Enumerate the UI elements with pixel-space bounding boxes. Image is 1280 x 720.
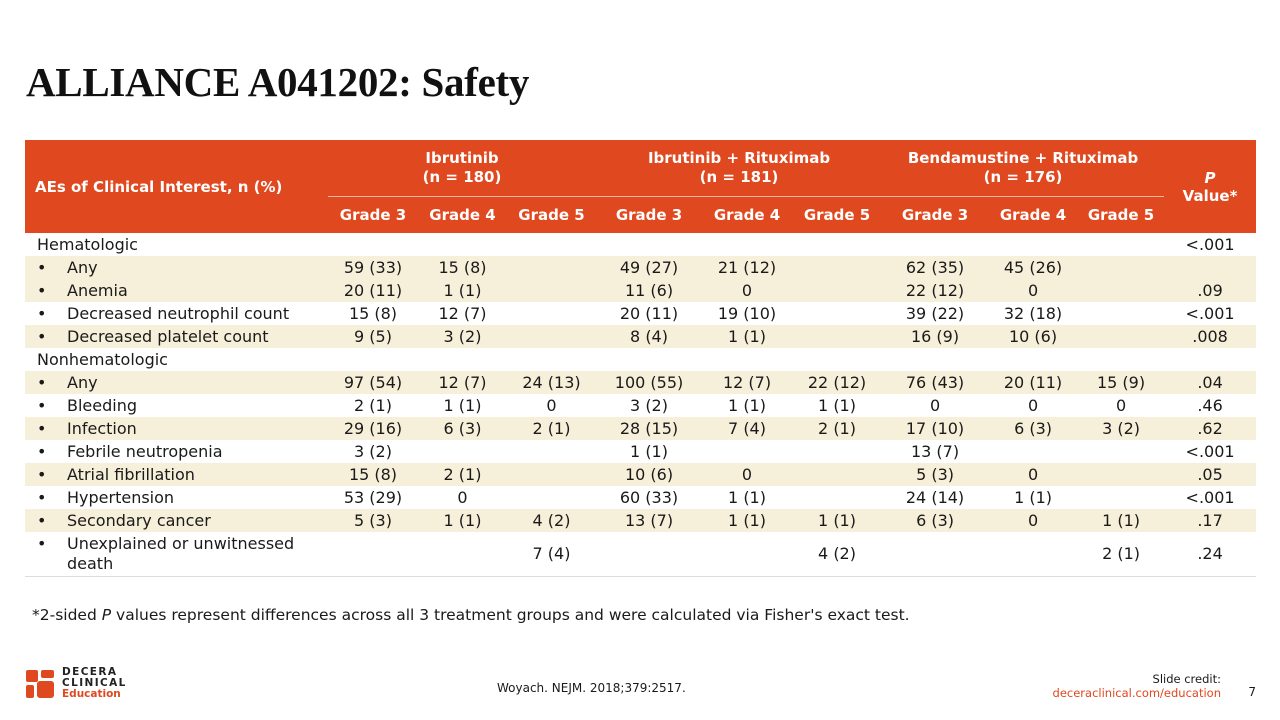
table-row: [25, 279, 1256, 302]
table-cell: 1 (1): [728, 487, 766, 507]
header-group-bendamustine-rituximab: Bendamustine + Rituximab (n = 176): [882, 140, 1164, 197]
bullet-icon: •: [37, 257, 47, 277]
table-cell: [702, 233, 792, 256]
table-cell: 10 (6): [596, 463, 702, 486]
header-first-col: AEs of Clinical Interest, n (%): [25, 140, 328, 233]
slide-credit-label: Slide credit:: [1152, 672, 1221, 686]
table-cell: 0: [1115, 395, 1127, 415]
table-row: [25, 348, 1256, 371]
table-cell: [418, 233, 507, 256]
header-grade: Grade 4: [702, 197, 792, 234]
pvalue-cell: [1164, 256, 1256, 279]
table-cell: 4 (2): [792, 532, 882, 577]
table-cell: 12 (7): [418, 371, 507, 394]
table-cell: 3 (2): [354, 441, 392, 461]
row-label: [25, 463, 328, 486]
table-cell: [507, 302, 596, 325]
table-cell: 6 (3): [882, 509, 988, 532]
table-cell: 4 (2): [507, 509, 596, 532]
table-cell: [418, 532, 507, 577]
table-cell: 7 (4): [507, 532, 596, 577]
table-cell: [1078, 302, 1164, 325]
table-cell: 15 (8): [348, 303, 398, 323]
table-cell: [507, 256, 596, 279]
table-cell: [988, 233, 1078, 256]
page-number: 7: [1248, 685, 1256, 699]
bullet-icon: •: [37, 510, 47, 530]
table-cell: [596, 233, 702, 256]
header-grade: Grade 3: [882, 197, 988, 234]
table-cell: 0: [546, 395, 557, 415]
table-cell: [596, 532, 702, 577]
table-cell: 28 (15): [596, 417, 702, 440]
footnote: *2-sided P values represent differences across all 3 treatment groups and were calculated via Fisher's exact test.: [32, 606, 910, 624]
table-cell: [328, 348, 418, 371]
row-label-text: Infection: [67, 418, 137, 438]
table-cell: 6 (3): [418, 417, 507, 440]
decera-logo-mark-icon: [26, 670, 54, 698]
table-cell: 12 (7): [438, 303, 487, 323]
table-cell: [507, 486, 596, 509]
table-cell: 20 (11): [619, 303, 679, 323]
table-cell: 0: [702, 279, 792, 302]
row-label-text: Unexplained or unwitnessed death: [67, 534, 295, 573]
table-cell: 62 (35): [882, 256, 988, 279]
slide-credit-link[interactable]: deceraclinical.com/education: [1052, 686, 1221, 700]
table-cell: 3 (2): [1078, 417, 1164, 440]
section-label: Hematologic: [37, 234, 138, 254]
table-cell: [507, 440, 596, 463]
table-cell: 7 (4): [702, 417, 792, 440]
header-grade: Grade 3: [596, 197, 702, 234]
table-cell: [792, 302, 882, 325]
table-row: [25, 233, 1256, 256]
table-cell: 20 (11): [988, 371, 1078, 394]
table-cell: 16 (9): [882, 325, 988, 348]
table-cell: 0: [702, 463, 792, 486]
table-row: [25, 417, 1256, 440]
bullet-icon: •: [37, 326, 47, 346]
table-cell: 10 (6): [988, 325, 1078, 348]
header-group-ibrutinib-rituximab: Ibrutinib + Rituximab (n = 181): [596, 140, 882, 197]
table-cell: 12 (7): [702, 371, 792, 394]
table-cell: 11 (6): [596, 279, 702, 302]
table-row: [25, 302, 1256, 325]
table-cell: 59 (33): [328, 256, 418, 279]
table-cell: [418, 348, 507, 371]
table-cell: 76 (43): [882, 371, 988, 394]
section-label: Nonhematologic: [37, 349, 168, 369]
table-cell: [988, 440, 1078, 463]
pvalue-cell: <.001: [1185, 487, 1235, 507]
table-cell: 1 (1): [818, 395, 856, 415]
row-label-text: Any: [67, 257, 98, 277]
pvalue-cell: .04: [1164, 371, 1256, 394]
table-cell: 53 (29): [343, 487, 403, 507]
row-label: [25, 256, 328, 279]
table-cell: [882, 532, 988, 577]
header-pvalue: P Value*: [1164, 140, 1256, 233]
table-cell: [507, 348, 596, 371]
table-cell: 15 (9): [1078, 371, 1164, 394]
table-cell: 2 (1): [792, 417, 882, 440]
table-cell: 1 (1): [1078, 509, 1164, 532]
table-cell: [596, 348, 702, 371]
pvalue-cell: .24: [1164, 532, 1256, 577]
table-cell: 0: [988, 509, 1078, 532]
table-cell: 21 (12): [702, 256, 792, 279]
table-cell: [882, 233, 988, 256]
table-cell: 1 (1): [418, 279, 507, 302]
table-cell: 1 (1): [702, 509, 792, 532]
table-cell: 29 (16): [328, 417, 418, 440]
table-cell: 24 (13): [507, 371, 596, 394]
table-cell: 3 (2): [418, 325, 507, 348]
table-cell: 0: [988, 463, 1078, 486]
table-cell: 2 (1): [418, 463, 507, 486]
table-cell: [507, 463, 596, 486]
row-label: [25, 302, 328, 325]
decera-logo: [26, 667, 127, 700]
table-cell: [507, 233, 596, 256]
table-cell: [507, 279, 596, 302]
row-label: [25, 417, 328, 440]
row-label: [25, 371, 328, 394]
bullet-icon: •: [37, 534, 47, 553]
table-cell: [792, 233, 882, 256]
citation: Woyach. NEJM. 2018;379:2517.: [497, 681, 686, 695]
table-cell: 5 (3): [882, 463, 988, 486]
row-label-text: Atrial fibrillation: [67, 464, 195, 484]
table-cell: 2 (1): [354, 395, 392, 415]
table-cell: 1 (1): [418, 509, 507, 532]
table-row: [25, 371, 1256, 394]
row-label-text: Any: [67, 372, 98, 392]
row-label: [25, 394, 328, 417]
table-cell: [792, 463, 882, 486]
table-cell: [1078, 256, 1164, 279]
pvalue-cell: .62: [1164, 417, 1256, 440]
table-cell: [1078, 463, 1164, 486]
row-label: [25, 325, 328, 348]
table-cell: [418, 440, 507, 463]
table-cell: 15 (8): [418, 256, 507, 279]
table-cell: 20 (11): [328, 279, 418, 302]
table-cell: [792, 325, 882, 348]
slide-credit: [1053, 672, 1221, 700]
table-cell: 0: [988, 279, 1078, 302]
table-cell: 1 (1): [630, 441, 668, 461]
pvalue-cell: .17: [1164, 509, 1256, 532]
table-row: [25, 532, 1256, 577]
header-grade: Grade 4: [418, 197, 507, 234]
table-cell: 2 (1): [1078, 532, 1164, 577]
bullet-icon: •: [37, 303, 47, 323]
table-cell: [882, 348, 988, 371]
table-cell: 22 (12): [882, 279, 988, 302]
table-cell: 2 (1): [507, 417, 596, 440]
logo-line-1: DECERA: [62, 666, 118, 678]
row-label: [25, 509, 328, 532]
table-row: [25, 509, 1256, 532]
pvalue-cell: .05: [1164, 463, 1256, 486]
table-cell: 0: [1027, 395, 1039, 415]
table-cell: [702, 348, 792, 371]
table-cell: 45 (26): [988, 256, 1078, 279]
table-cell: 39 (22): [905, 303, 965, 323]
table-cell: [792, 486, 882, 509]
bullet-icon: •: [37, 395, 47, 415]
table-cell: 13 (7): [910, 441, 960, 461]
header-grade: Grade 5: [792, 197, 882, 234]
pvalue-cell: .008: [1164, 325, 1256, 348]
table-cell: 22 (12): [792, 371, 882, 394]
table-cell: 5 (3): [328, 509, 418, 532]
table-cell: [1078, 279, 1164, 302]
table-cell: [507, 325, 596, 348]
slide-title: ALLIANCE A041202: Safety: [26, 59, 530, 105]
table-row: [25, 486, 1256, 509]
table-cell: 6 (3): [988, 417, 1078, 440]
table-cell: [1078, 440, 1164, 463]
row-label-text: Decreased platelet count: [67, 326, 269, 346]
header-grade: Grade 5: [1078, 197, 1164, 234]
logo-line-2: CLINICAL: [62, 677, 127, 689]
table-cell: [792, 440, 882, 463]
bullet-icon: •: [37, 487, 47, 507]
table-cell: 1 (1): [728, 395, 766, 415]
bullet-icon: •: [37, 280, 47, 300]
table-row: [25, 463, 1256, 486]
row-label-text: Bleeding: [67, 395, 138, 415]
table-cell: 15 (8): [328, 463, 418, 486]
row-label-text: Secondary cancer: [67, 510, 211, 530]
table-cell: 0: [929, 395, 941, 415]
table-cell: 3 (2): [630, 395, 668, 415]
bullet-icon: •: [37, 464, 47, 484]
table-cell: [792, 348, 882, 371]
pvalue-cell: <.001: [1185, 303, 1235, 323]
table-row: [25, 325, 1256, 348]
table-cell: [328, 532, 418, 577]
adverse-events-table: [25, 140, 1256, 577]
row-label-text: Decreased neutrophil count: [67, 303, 290, 323]
table-cell: 17 (10): [882, 417, 988, 440]
table-cell: 8 (4): [596, 325, 702, 348]
row-label: [25, 532, 328, 577]
pvalue-cell: <.001: [1185, 441, 1235, 461]
table-cell: [1078, 486, 1164, 509]
table-cell: [1078, 348, 1164, 371]
table-cell: [702, 440, 792, 463]
bullet-icon: •: [37, 372, 47, 392]
row-label-text: Febrile neutropenia: [67, 441, 223, 461]
table-cell: [1078, 325, 1164, 348]
table-cell: [988, 348, 1078, 371]
table-cell: 32 (18): [1003, 303, 1063, 323]
row-label: [25, 440, 328, 463]
header-grade: Grade 5: [507, 197, 596, 234]
row-label-text: Hypertension: [67, 487, 175, 507]
header-group-ibrutinib: Ibrutinib (n = 180): [328, 140, 596, 197]
table-cell: 1 (1): [792, 509, 882, 532]
row-label: [25, 279, 328, 302]
table-cell: [792, 279, 882, 302]
table-row: [25, 440, 1256, 463]
table-cell: 1 (1): [702, 325, 792, 348]
table-cell: [792, 256, 882, 279]
bullet-icon: •: [37, 418, 47, 438]
row-label-text: Anemia: [67, 280, 128, 300]
table-cell: 1 (1): [443, 395, 482, 415]
table-cell: 19 (10): [717, 303, 777, 323]
pvalue-cell: [1164, 348, 1256, 371]
table-cell: 97 (54): [328, 371, 418, 394]
table-cell: [702, 532, 792, 577]
table-cell: 100 (55): [596, 371, 702, 394]
table-cell: [1078, 233, 1164, 256]
header-grade: Grade 3: [328, 197, 418, 234]
bullet-icon: •: [37, 441, 47, 461]
header-grade: Grade 4: [988, 197, 1078, 234]
table-cell: 24 (14): [905, 487, 965, 507]
table-cell: 9 (5): [328, 325, 418, 348]
logo-line-3: Education: [62, 688, 121, 700]
pvalue-cell: .46: [1197, 395, 1223, 415]
table-row: [25, 394, 1256, 417]
pvalue-cell: <.001: [1185, 234, 1235, 254]
table-row: [25, 256, 1256, 279]
row-label: [25, 486, 328, 509]
table-cell: 13 (7): [596, 509, 702, 532]
pvalue-cell: .09: [1164, 279, 1256, 302]
table-cell: 0: [457, 487, 468, 507]
table-cell: [328, 233, 418, 256]
table-cell: 60 (33): [619, 487, 679, 507]
table-cell: [988, 532, 1078, 577]
table-cell: 49 (27): [596, 256, 702, 279]
table-cell: 1 (1): [1014, 487, 1052, 507]
